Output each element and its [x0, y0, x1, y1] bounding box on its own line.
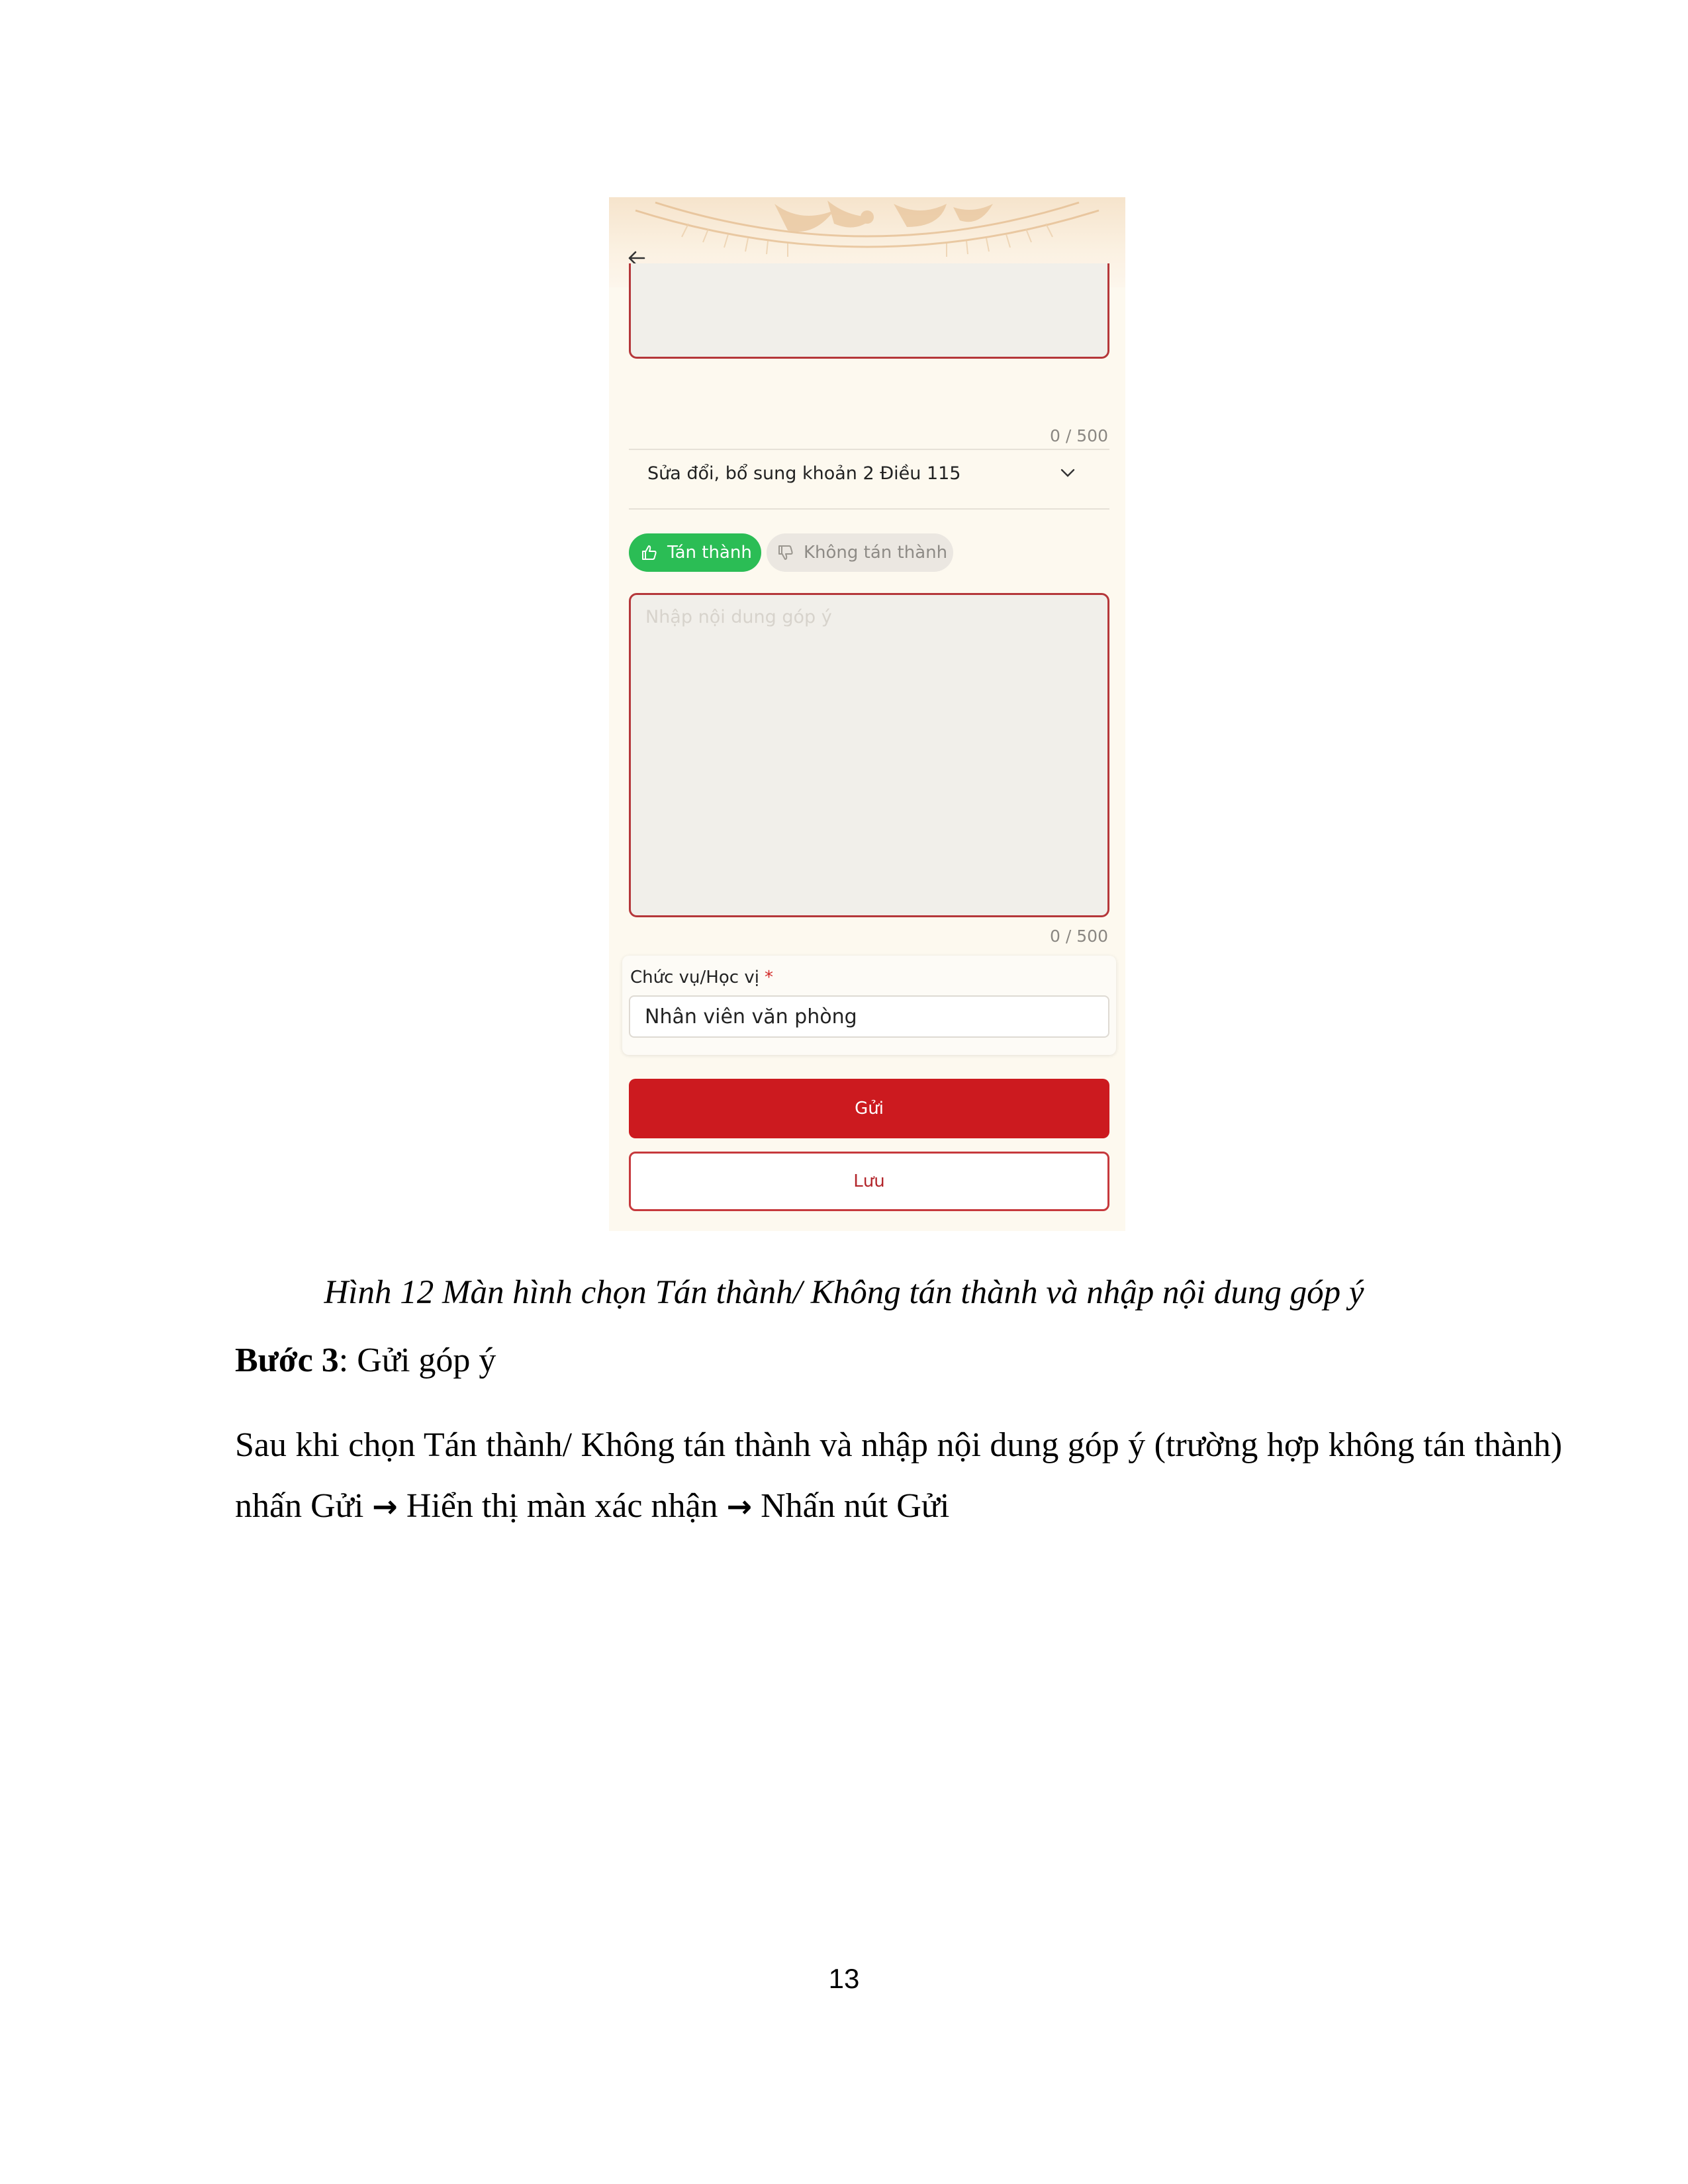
required-marker: *	[764, 968, 773, 987]
position-field-card	[622, 956, 1116, 1055]
disagree-label: Không tán thành	[804, 543, 948, 563]
section-dropdown[interactable]	[629, 451, 1109, 495]
previous-char-counter: 0 / 500	[1050, 426, 1108, 445]
previous-comment-textarea[interactable]	[629, 263, 1109, 359]
thumbs-down-icon	[777, 544, 794, 561]
send-button[interactable]: Gửi	[629, 1079, 1109, 1138]
arrow-right-icon: →	[372, 1488, 398, 1524]
chevron-down-icon	[1060, 469, 1075, 478]
comment-char-counter: 0 / 500	[1050, 927, 1108, 946]
page-number: 13	[828, 1963, 860, 1994]
step-title: : Gửi góp ý	[338, 1342, 496, 1379]
step-heading	[235, 1341, 496, 1380]
disagree-button[interactable]	[767, 533, 953, 572]
comment-placeholder: Nhập nội dung góp ý	[645, 607, 832, 627]
agree-label: Tán thành	[667, 543, 752, 563]
figure-caption: Hình 12 Màn hình chọn Tán thành/ Không tán thành và nhập nội dung góp ý	[324, 1274, 1364, 1311]
step-number: Bước 3	[235, 1342, 339, 1379]
arrow-right-icon: →	[726, 1488, 753, 1524]
instruction-paragraph: Sau khi chọn Tán thành/ Không tán thành và nhập nội dung góp ý (trường hợp không tán thành) nhấn Gửi → Hiển thị màn xác nhận → Nhấn nút Gửi	[235, 1426, 1562, 1525]
divider	[629, 508, 1109, 510]
comment-textarea[interactable]	[629, 593, 1109, 917]
divider	[629, 449, 1109, 450]
agree-button[interactable]	[629, 533, 761, 572]
section-dropdown-value: Sửa đổi, bổ sung khoản 2 Điều 115	[647, 463, 961, 484]
position-input[interactable]: Nhân viên văn phòng	[629, 995, 1109, 1038]
save-button[interactable]: Lưu	[629, 1152, 1109, 1211]
thumbs-up-icon	[641, 544, 658, 561]
position-label: Chức vụ/Học vị *	[630, 968, 773, 987]
app-screenshot	[609, 197, 1125, 1231]
